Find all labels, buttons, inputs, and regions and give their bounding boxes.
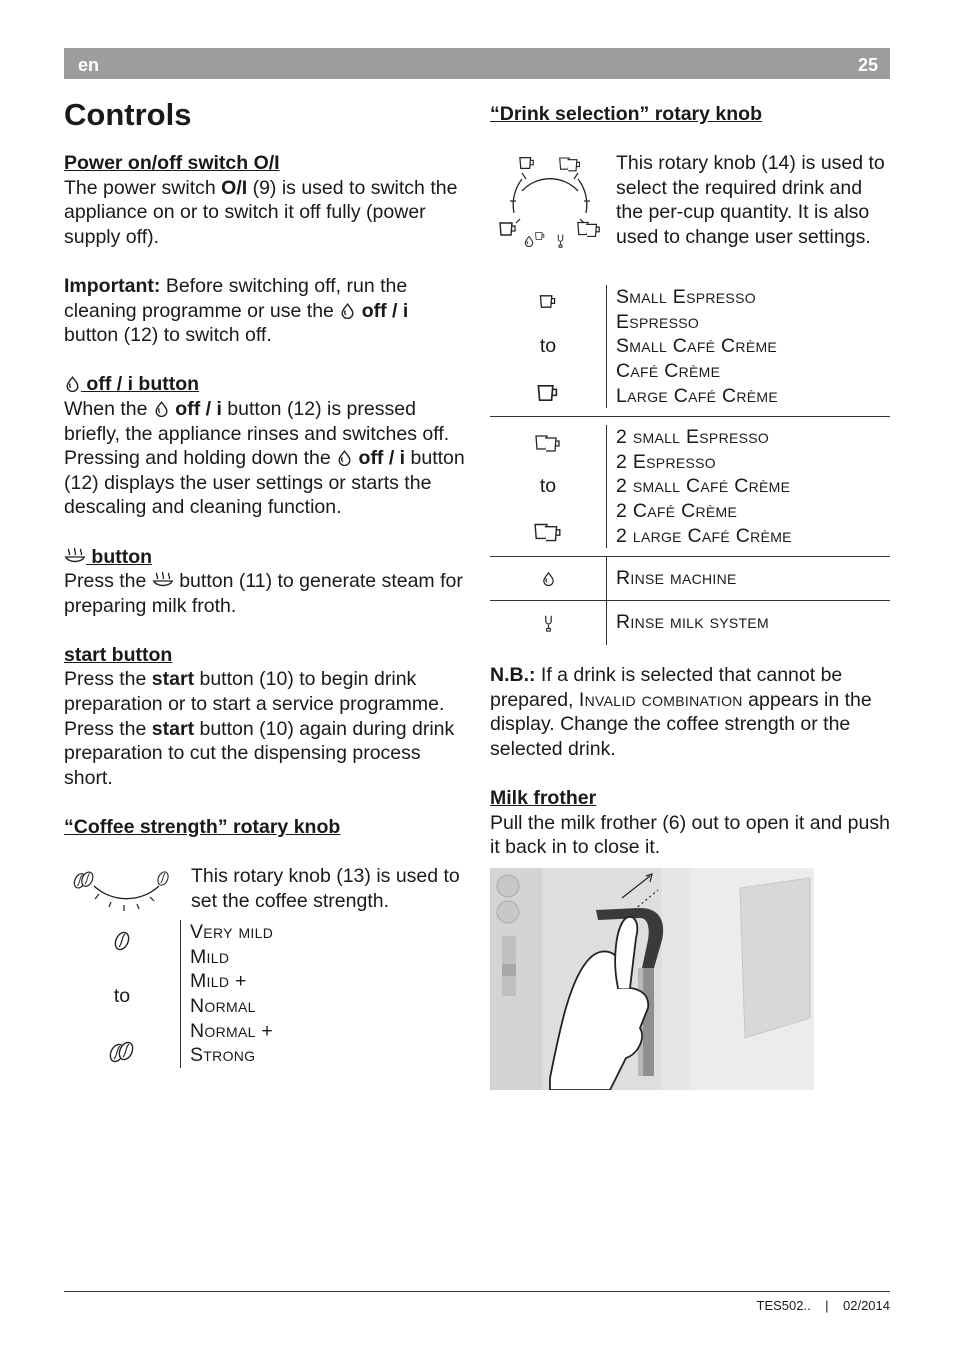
steam-icon	[64, 547, 86, 565]
milk-heading: Milk frother	[490, 787, 597, 810]
drink-heading: “Drink selection” rotary knob	[490, 103, 762, 125]
drink-icons-single	[490, 285, 607, 408]
drink-option: Espresso	[616, 310, 700, 333]
drink-icons-double	[490, 425, 607, 548]
strength-option: Normal +	[190, 1019, 274, 1042]
drink-option: Large Café Crème	[616, 384, 778, 407]
drink-to: to	[539, 475, 557, 498]
drink-option: 2 large Café Crème	[616, 524, 792, 547]
drink-to: to	[539, 334, 557, 357]
strength-heading: “Coffee strength” rotary knob	[64, 816, 341, 839]
strength-to: to	[113, 984, 131, 1007]
drink-option: 2 Café Crème	[616, 499, 738, 522]
drink-options-single	[607, 285, 778, 408]
offi-text: When the off / i button (12) is pressed briefly, the appliance rinses and switches off. Pressing and holding down the off / i button (12) displays the user settings or starts the descaling and cleaning function.	[64, 397, 465, 519]
strength-options	[181, 920, 273, 1068]
rinse-icon-cell	[490, 557, 607, 600]
rinse-machine-label: Rinse machine	[616, 567, 737, 590]
strength-table	[64, 920, 466, 1068]
large-cup-icon	[536, 382, 560, 404]
page-number: 25	[857, 55, 878, 75]
language-label: en	[78, 55, 100, 75]
drink-option: Small Café Crème	[616, 335, 778, 358]
page-footer	[757, 1297, 891, 1315]
bean-icon	[113, 930, 131, 952]
strength-option: Very mild	[190, 921, 274, 944]
drink-knob-diagram	[490, 151, 616, 251]
strength-option: Normal	[190, 995, 256, 1017]
two-large-cups-icon	[533, 520, 563, 544]
start-heading: start button	[64, 643, 173, 666]
small-cup-icon	[538, 293, 558, 310]
page-header	[64, 48, 890, 79]
two-small-cups-icon	[534, 433, 562, 453]
right-column	[490, 102, 890, 1090]
left-column	[64, 151, 466, 1068]
milk-pipe-icon	[543, 614, 554, 632]
strength-icons	[64, 920, 181, 1068]
rinse-drop-icon	[541, 571, 556, 586]
strength-option: Mild +	[190, 970, 247, 993]
drink-row-rinse-milk	[490, 601, 890, 645]
strength-knob-block	[64, 864, 466, 914]
drink-row-rinse	[490, 557, 890, 601]
steam-text: Press the button (11) to generate steam for preparing milk froth.	[64, 570, 463, 617]
power-heading: Power on/off switch O/I	[64, 152, 280, 174]
model-number: TES502..	[756, 1298, 811, 1313]
start-text: Press the start button (10) to begin drink preparation or to start a service programme. Press the start button (10) again during drink preparation to cut the dispensing process short.	[64, 668, 455, 789]
offi-heading: off / i button	[64, 372, 466, 397]
milk-frother-photo	[490, 868, 814, 1090]
drink-knob-block	[490, 151, 890, 277]
drink-option: 2 small Café Crème	[616, 475, 791, 498]
nb-text: N.B.: If a drink is selected that cannot be prepared, Invalid combination appears in the display. Change the coffee strength or the selected drink.	[490, 664, 872, 760]
rinse-drop-icon	[153, 400, 170, 417]
rinse-milk-label: Rinse milk system	[616, 611, 769, 634]
drink-row-single	[490, 277, 890, 417]
rinse-drop-icon	[64, 375, 81, 392]
rinse-drop-icon	[339, 302, 356, 319]
drink-table	[490, 277, 890, 645]
strength-option: Mild	[190, 945, 230, 968]
steam-icon	[152, 571, 174, 589]
power-important: Important: Before switching off, run the cleaning programme or use the off / i button (12) to switch off.	[64, 274, 409, 347]
steam-heading: button	[64, 545, 466, 570]
drink-option: Café Crème	[616, 359, 721, 382]
footer-date: 02/2014	[843, 1298, 890, 1313]
drink-option: 2 small Espresso	[616, 426, 770, 449]
power-text: The power switch O/I (9) is used to switch the appliance on or to switch it off fully (power supply off).	[64, 176, 458, 248]
double-bean-icon	[108, 1040, 136, 1064]
strength-desc: This rotary knob (13) is used to set the coffee strength.	[191, 865, 460, 912]
rinse-milk-icon-cell	[490, 601, 607, 645]
drink-options-double	[607, 425, 792, 548]
drink-row-double	[490, 417, 890, 557]
footer-separator: |	[825, 1298, 829, 1313]
milk-text: Pull the milk frother (6) out to open it and push it back in to close it.	[490, 811, 890, 859]
drink-desc: This rotary knob (14) is used to select the required drink and the per-cup quantity. It is also used to change user settings.	[616, 152, 885, 248]
drink-option: 2 Espresso	[616, 450, 716, 473]
page-title: Controls	[64, 97, 192, 132]
strength-option: Strong	[190, 1044, 256, 1067]
drink-option: Small Espresso	[616, 286, 756, 309]
rinse-drop-icon	[336, 449, 353, 466]
footer-rule	[64, 1291, 890, 1292]
strength-knob-diagram	[64, 864, 191, 914]
